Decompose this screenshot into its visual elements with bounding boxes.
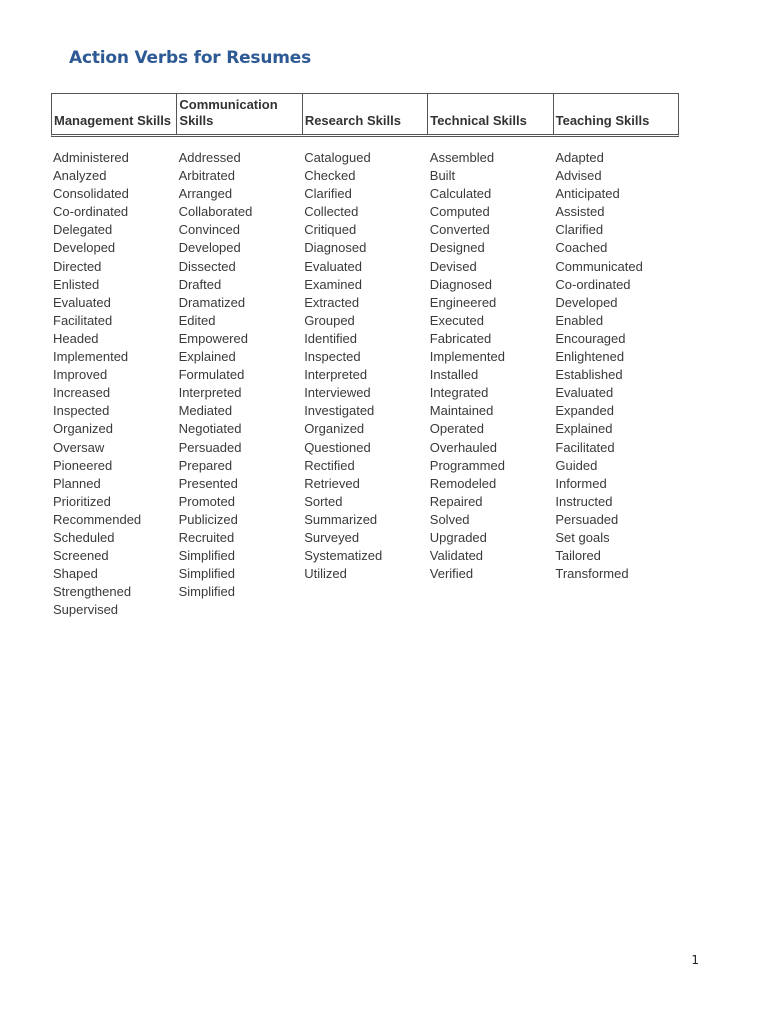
verb-item: Arranged — [178, 186, 233, 202]
column-management-skills — [51, 149, 177, 619]
verb-item: Questioned — [304, 439, 371, 455]
verb-item: Operated — [429, 421, 484, 437]
verb-item: Built — [429, 168, 456, 184]
verb-item: Dissected — [178, 258, 236, 274]
verb-item: Programmed — [429, 457, 505, 473]
verb-item: Simplified — [178, 566, 235, 582]
verb-item: Analyzed — [53, 168, 107, 184]
verb-item: Empowered — [178, 330, 248, 346]
verb-item: Administered — [53, 150, 129, 165]
verb-item: Coached — [555, 240, 608, 256]
verb-item: Recommended — [53, 511, 142, 527]
verb-item: Implemented — [429, 349, 505, 365]
verb-item: Explained — [178, 349, 236, 365]
column-technical-skills — [428, 149, 554, 619]
verb-item: Calculated — [429, 186, 492, 202]
verb-item: Set goals — [555, 529, 610, 545]
verb-item: Executed — [429, 312, 484, 328]
verb-item: Facilitated — [53, 312, 113, 328]
verb-item: Instructed — [555, 493, 613, 509]
verb-item: Interpreted — [178, 385, 242, 401]
verb-item: Integrated — [429, 385, 489, 401]
verb-item: Validated — [429, 548, 484, 564]
verb-item: Clarified — [304, 186, 352, 202]
verb-item: Critiqued — [304, 222, 357, 238]
header-technical-skills: Technical Skills — [428, 94, 553, 134]
verb-item: Transformed — [555, 566, 629, 582]
verb-item: Persuaded — [555, 511, 619, 527]
verb-item: Arbitrated — [178, 168, 235, 184]
verb-item: Catalogued — [304, 150, 371, 165]
verb-item: Solved — [429, 511, 470, 527]
verb-item: Mediated — [178, 403, 233, 419]
verb-item: Evaluated — [53, 294, 111, 310]
header-communication-skills: Communication Skills — [177, 94, 302, 134]
verb-item: Enlisted — [53, 276, 100, 292]
verb-item: Co-ordinated — [555, 276, 631, 292]
verb-item: Encouraged — [555, 330, 626, 346]
column-teaching-skills — [553, 149, 679, 619]
verb-item: Surveyed — [304, 529, 360, 545]
verb-item: Addressed — [178, 150, 241, 165]
verb-item: Strengthened — [53, 584, 132, 600]
verb-item: Evaluated — [555, 385, 614, 401]
verb-item: Headed — [53, 330, 99, 346]
verb-item: Recruited — [178, 529, 235, 545]
verb-item: Diagnosed — [304, 240, 367, 256]
verb-item: Formulated — [178, 367, 245, 383]
verb-item: Facilitated — [555, 439, 615, 455]
verb-item: Identified — [304, 330, 357, 346]
verb-item: Inspected — [53, 403, 110, 419]
action-verbs-table — [51, 93, 679, 619]
column-communication-skills — [177, 149, 303, 619]
verb-item: Verified — [429, 566, 474, 582]
verb-item: Pioneered — [53, 457, 113, 473]
verb-item: Persuaded — [178, 439, 242, 455]
verb-item: Planned — [53, 475, 101, 491]
verb-item: Assembled — [429, 150, 495, 165]
verb-item: Clarified — [555, 222, 604, 238]
verb-item: Assisted — [555, 204, 605, 220]
verb-item: Inspected — [304, 349, 361, 365]
verb-item: Organized — [304, 421, 365, 437]
verb-item: Implemented — [53, 349, 129, 365]
verb-item: Convinced — [178, 222, 241, 238]
verb-item: Converted — [429, 222, 490, 238]
verb-item: Investigated — [304, 403, 375, 419]
verb-item: Extracted — [304, 294, 360, 310]
verb-item: Designed — [429, 240, 485, 256]
verb-item: Grouped — [304, 312, 355, 328]
verb-item: Increased — [53, 385, 111, 401]
verb-item: Evaluated — [304, 258, 363, 274]
verb-item: Interviewed — [304, 385, 371, 401]
verb-item: Computed — [429, 204, 490, 220]
header-management-skills: Management Skills — [52, 94, 177, 134]
verb-item: Advised — [555, 168, 602, 184]
verb-item: Retrieved — [304, 475, 360, 491]
verb-item: Installed — [429, 367, 479, 383]
verb-item: Diagnosed — [429, 276, 492, 292]
verb-item: Systematized — [304, 548, 383, 564]
verb-item: Improved — [53, 367, 108, 383]
verb-item: Edited — [178, 312, 216, 328]
verb-item: Promoted — [178, 493, 235, 509]
verb-item: Remodeled — [429, 475, 497, 491]
verb-item: Scheduled — [53, 529, 115, 545]
table-body — [51, 137, 679, 619]
verb-item: Overhauled — [429, 439, 497, 455]
verb-item: Co-ordinated — [53, 204, 129, 220]
verb-item: Rectified — [304, 457, 355, 473]
verb-item: Devised — [429, 258, 477, 274]
verb-item: Publicized — [178, 511, 238, 527]
verb-item: Enabled — [555, 312, 604, 328]
column-research-skills — [302, 149, 428, 619]
verb-item: Simplified — [178, 584, 235, 600]
verb-item: Prepared — [178, 457, 233, 473]
verb-item: Engineered — [429, 294, 497, 310]
verb-item: Directed — [53, 258, 102, 274]
verb-item: Fabricated — [429, 330, 492, 346]
table-header-row — [51, 93, 679, 137]
verb-item: Collaborated — [178, 204, 253, 220]
verb-item: Delegated — [53, 222, 113, 238]
verb-item: Checked — [304, 168, 356, 184]
verb-item: Collected — [304, 204, 359, 220]
verb-item: Upgraded — [429, 529, 487, 545]
verb-item: Shaped — [53, 566, 98, 582]
verb-item: Summarized — [304, 511, 378, 527]
verb-item: Negotiated — [178, 421, 242, 437]
header-teaching-skills: Teaching Skills — [555, 113, 650, 128]
verb-item: Drafted — [178, 276, 222, 292]
verb-item: Interpreted — [304, 367, 368, 383]
verb-item: Organized — [53, 421, 113, 437]
verb-item: Communicated — [555, 258, 643, 274]
verb-item: Examined — [304, 276, 362, 292]
page-title: Action Verbs for Resumes — [69, 48, 312, 68]
verb-item: Screened — [53, 548, 109, 564]
verb-item: Simplified — [178, 548, 235, 564]
verb-item: Adapted — [555, 150, 604, 165]
verb-item: Consolidated — [53, 186, 129, 202]
header-research-skills: Research Skills — [303, 94, 428, 134]
verb-item: Repaired — [429, 493, 483, 509]
verb-item: Enlightened — [555, 349, 625, 365]
verb-item: Developed — [53, 240, 116, 256]
verb-item: Prioritized — [53, 493, 111, 509]
verb-item: Developed — [178, 240, 241, 256]
verb-item: Presented — [178, 475, 238, 491]
verb-item: Developed — [555, 294, 618, 310]
verb-item: Established — [555, 367, 623, 383]
verb-item: Explained — [555, 421, 613, 437]
verb-item: Supervised — [53, 602, 119, 618]
verb-item: Anticipated — [555, 186, 620, 202]
verb-item: Informed — [555, 475, 607, 491]
verb-item: Utilized — [304, 566, 347, 582]
verb-item: Tailored — [555, 548, 601, 564]
verb-item: Dramatized — [178, 294, 246, 310]
verb-item: Oversaw — [53, 439, 105, 455]
verb-item: Sorted — [304, 493, 343, 509]
page-number: 1 — [691, 953, 699, 967]
verb-item: Maintained — [429, 403, 494, 419]
verb-item: Guided — [555, 457, 598, 473]
verb-item: Expanded — [555, 403, 614, 419]
